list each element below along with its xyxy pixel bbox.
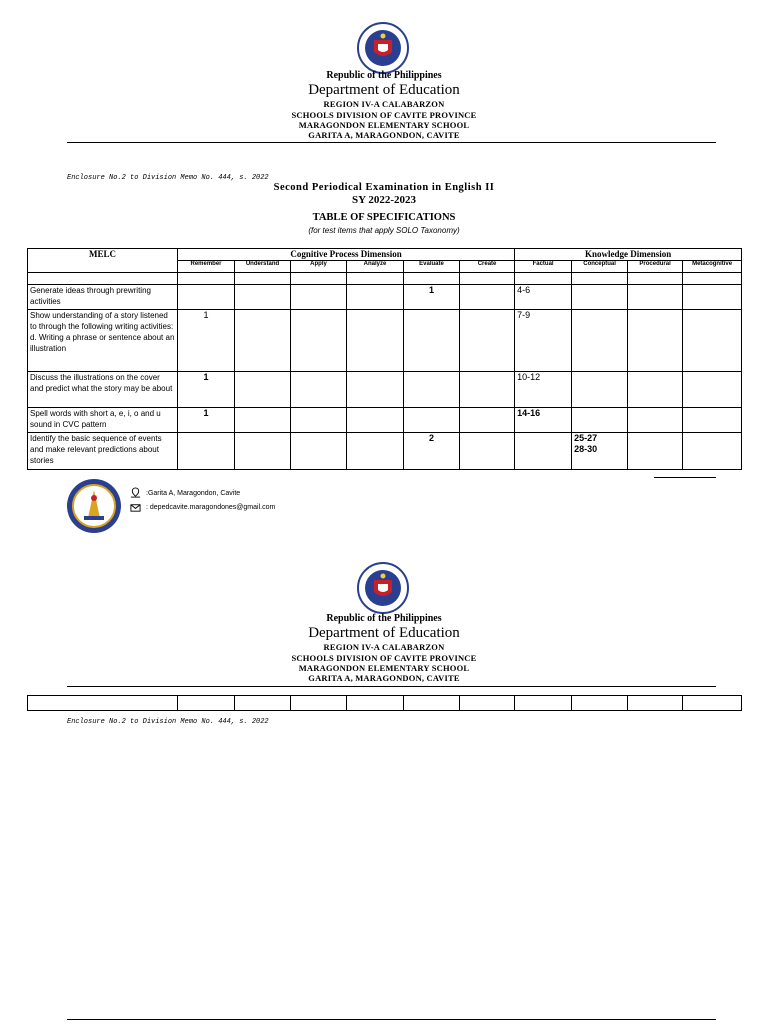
- factual-cell: 7-9: [515, 310, 572, 372]
- solo-note: (for test items that apply SOLO Taxonomy): [308, 226, 460, 235]
- evaluate-cell: [404, 310, 460, 372]
- remember-cell: [178, 433, 235, 470]
- department-title: Department of Education: [308, 82, 460, 98]
- deped-seal-logo-page2: [357, 562, 409, 614]
- header-divider-page2: [67, 686, 716, 687]
- region-line-page2: REGION IV-A CALABARZON: [323, 642, 445, 652]
- melc-cell: Generate ideas through prewriting activities: [28, 285, 178, 310]
- melc-cell: Spell words with short a, e, i, o and u sound in CVC pattern: [28, 408, 178, 433]
- conceptual-cell: [572, 310, 628, 372]
- conceptual-cell: 25-27 28-30: [572, 433, 628, 470]
- col-analyze: Analyze: [347, 261, 404, 273]
- remember-cell: 1: [178, 408, 235, 433]
- school-line-page2: MARAGONDON ELEMENTARY SCHOOL: [298, 663, 470, 673]
- remember-cell: 1: [178, 372, 235, 408]
- enclosure-note: Enclosure No.2 to Division Memo No. 444, s. 2022: [67, 174, 269, 182]
- evaluate-cell: 2: [404, 433, 460, 470]
- remember-cell: [178, 285, 235, 310]
- factual-cell: 14-16: [515, 408, 572, 433]
- evaluate-cell: 1: [404, 285, 460, 310]
- col-apply: Apply: [291, 261, 347, 273]
- melc-cell: Show understanding of a story listened to through the following writing activities: d. Writing a phrase or sentence about an illustration: [28, 310, 178, 372]
- deped-seal-logo: [357, 22, 409, 74]
- cognitive-dimension-header: Cognitive Process Dimension: [178, 249, 515, 261]
- col-conceptual: Conceptual: [572, 261, 628, 273]
- melc-cell: Identify the basic sequence of events and make relevant predictions about stories: [28, 433, 178, 470]
- melc-cell: Discuss the illustrations on the cover and predict what the story may be about: [28, 372, 178, 408]
- division-line: SCHOOLS DIVISION OF CAVITE PROVINCE: [291, 110, 477, 120]
- school-year: SY 2022-2023: [351, 194, 417, 206]
- col-metacognitive: Metacognitive: [683, 261, 742, 273]
- col-evaluate: Evaluate: [404, 261, 460, 273]
- conceptual-cell: [572, 285, 628, 310]
- factual-cell: 4-6: [515, 285, 572, 310]
- knowledge-dimension-header: Knowledge Dimension: [515, 249, 742, 261]
- col-create: Create: [460, 261, 515, 273]
- table-row: [28, 310, 742, 372]
- region-line: REGION IV-A CALABARZON: [323, 99, 445, 109]
- republic-line-page2: Republic of the Philippines: [326, 613, 442, 624]
- col-remember: Remember: [178, 261, 235, 273]
- col-understand: Understand: [235, 261, 291, 273]
- email-icon: [130, 502, 141, 513]
- conceptual-cell: [572, 372, 628, 408]
- table-row: [28, 433, 742, 470]
- col-factual: Factual: [515, 261, 572, 273]
- department-title-page2: Department of Education: [308, 625, 460, 641]
- footer-email: : depedcavite.maragondones@gmail.com: [146, 504, 276, 511]
- school-logo: [66, 478, 122, 534]
- address-line: GARITA A, MARAGONDON, CAVITE: [308, 130, 460, 140]
- conceptual-cell: [572, 408, 628, 433]
- specification-table: [27, 248, 742, 470]
- header-divider: [67, 142, 716, 143]
- remember-cell: 1: [178, 310, 235, 372]
- exam-title: Second Periodical Examination in English II: [273, 182, 495, 193]
- col-procedural: Procedural: [628, 261, 683, 273]
- enclosure-note-page2: Enclosure No.2 to Division Memo No. 444, s. 2022: [67, 718, 269, 726]
- table-spacer-row: [28, 273, 742, 285]
- division-line-page2: SCHOOLS DIVISION OF CAVITE PROVINCE: [291, 653, 477, 663]
- continuation-table-row: [27, 695, 742, 711]
- evaluate-cell: [404, 372, 460, 408]
- table-row: [28, 408, 742, 433]
- school-line: MARAGONDON ELEMENTARY SCHOOL: [298, 120, 470, 130]
- evaluate-cell: [404, 408, 460, 433]
- location-icon: [130, 487, 141, 498]
- footer-divider: [654, 477, 716, 478]
- table-row: [28, 285, 742, 310]
- footer-location: :Garita A, Maragondon, Cavite: [146, 490, 241, 497]
- address-line-page2: GARITA A, MARAGONDON, CAVITE: [308, 673, 460, 683]
- tos-title: TABLE OF SPECIFICATIONS: [312, 212, 456, 223]
- republic-line: Republic of the Philippines: [326, 70, 442, 81]
- bottom-divider: [67, 1019, 716, 1020]
- table-row: [28, 372, 742, 408]
- melc-header: MELC: [28, 249, 178, 273]
- factual-cell: [515, 433, 572, 470]
- factual-cell: 10-12: [515, 372, 572, 408]
